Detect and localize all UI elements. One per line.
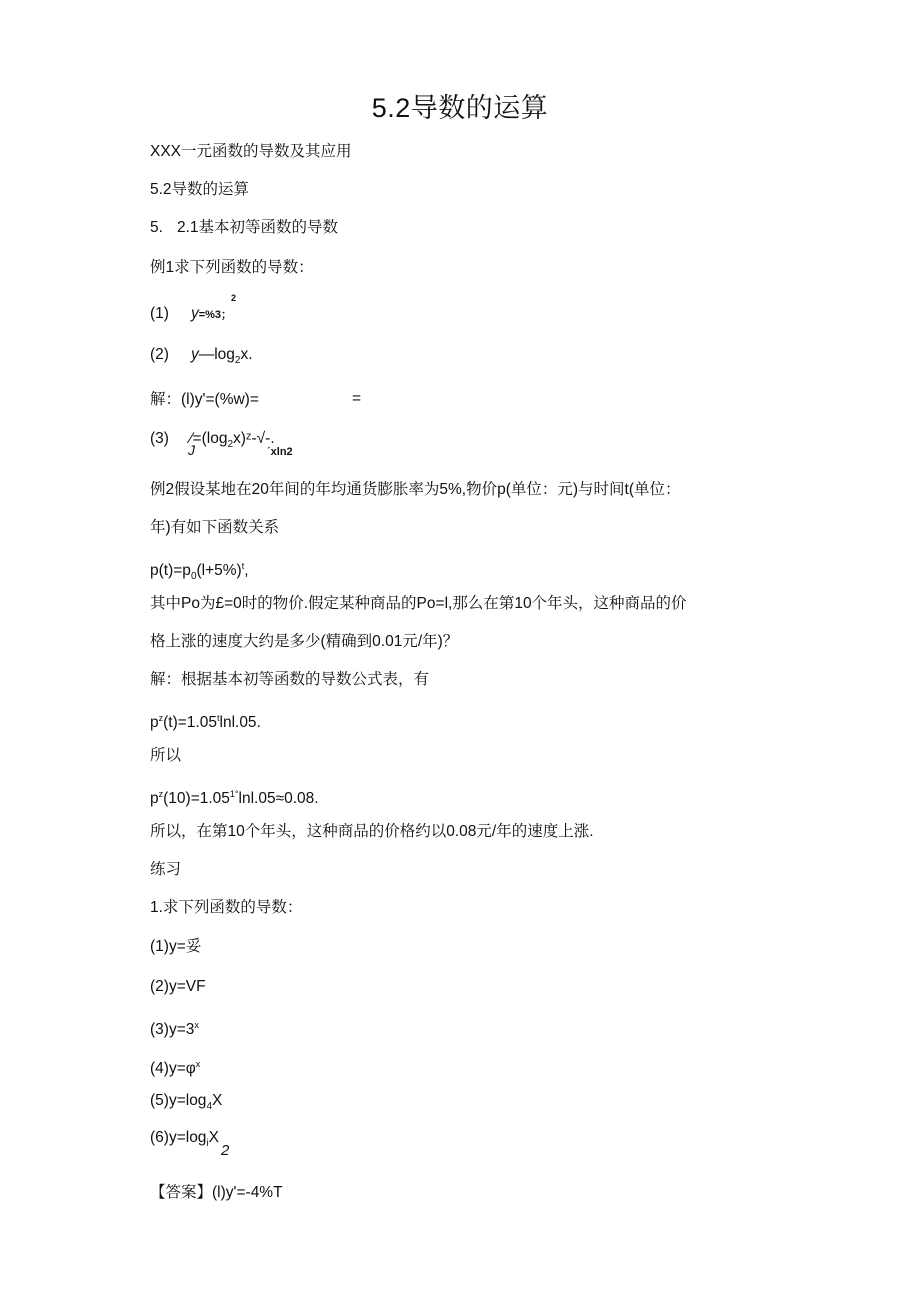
formula-text: p bbox=[150, 790, 159, 807]
solution-text: 解：(l)y'=(%w)= bbox=[150, 391, 259, 408]
formula-body: =%3； bbox=[198, 309, 233, 321]
example-2-line-3: 其中Po为£=0时的物价.假定某种商品的Po=l,那么在第10个年头，这种商品的价 bbox=[150, 595, 687, 612]
practice-1-item-1: (1)y=妥 bbox=[150, 938, 202, 955]
example-2-line-1: 例2假设某地在20年间的年均通货膨胀率为5%,物价p(单位：元)与时间t(单位： bbox=[150, 481, 681, 498]
formula-text: , bbox=[244, 562, 249, 579]
solution-equals: = bbox=[352, 390, 362, 407]
formula-log-base: i bbox=[206, 1138, 209, 1149]
question-number: (1) bbox=[150, 305, 169, 322]
practice-heading: 练习 bbox=[150, 861, 182, 878]
practice-1-item-5 bbox=[150, 1091, 222, 1117]
formula-body: x)ᶻ-√-. bbox=[233, 430, 275, 447]
formula-prime: z bbox=[158, 789, 164, 799]
question-number: (2) bbox=[150, 346, 169, 363]
section-heading: 5.2导数的运算 bbox=[150, 181, 250, 198]
formula-text: p bbox=[150, 714, 159, 731]
example-1-question-1 bbox=[150, 304, 232, 325]
formula-text: lnl.05. bbox=[219, 714, 261, 731]
formula-log-base: 4 bbox=[206, 1101, 212, 1112]
formula-y: y bbox=[190, 305, 199, 322]
formula-text: p(t)=p bbox=[150, 562, 191, 579]
example-2-line-4: 格上涨的速度大约是多少(精确到0.01元/年)？ bbox=[150, 633, 459, 650]
formula-exponent: 1° bbox=[229, 789, 239, 799]
solution-2-therefore: 所以 bbox=[150, 747, 182, 764]
solution-2-conclusion: 所以，在第10个年头，这种商品的价格约以0.08元/年的速度上涨. bbox=[150, 823, 594, 840]
formula-fragment-2: 2 bbox=[221, 1142, 230, 1159]
solution-2-intro: 解：根据基本初等函数的导数公式表，有 bbox=[150, 671, 430, 688]
solution-2-formula-2 bbox=[150, 784, 319, 809]
formula-derivative: ∕=(log bbox=[189, 430, 228, 447]
formula-exponent: x bbox=[195, 1059, 201, 1069]
subsection-heading bbox=[150, 218, 338, 238]
subsection-number: 5. bbox=[150, 219, 163, 236]
formula-log: —log bbox=[198, 346, 235, 363]
formula-text: X bbox=[208, 1129, 220, 1146]
example-2-line-2: 年)有如下函数关系 bbox=[150, 519, 280, 536]
formula-text: X bbox=[212, 1092, 223, 1109]
formula-denominator: ˊxln2 bbox=[267, 446, 293, 458]
solution-1-part-3 bbox=[150, 429, 275, 455]
formula-text: (6)y=log bbox=[150, 1129, 207, 1146]
example-2-formula bbox=[150, 556, 249, 587]
solution-2-formula-1 bbox=[150, 708, 261, 733]
practice-1-item-3 bbox=[150, 1015, 199, 1040]
formula-text: (10)=1.05 bbox=[163, 790, 230, 807]
formula-log-base: 2 bbox=[227, 439, 234, 450]
formula-text: lnl.05≈0.08. bbox=[238, 790, 319, 807]
formula-y: y bbox=[190, 346, 199, 363]
formula-x: x. bbox=[240, 346, 253, 363]
formula-text: (4)y=φ bbox=[150, 1060, 196, 1077]
practice-1-prompt: 1.求下列函数的导数： bbox=[150, 899, 303, 916]
practice-1-item-4 bbox=[150, 1054, 200, 1079]
page-title: 5.2导数的运算 bbox=[371, 93, 549, 123]
practice-1-item-2: (2)y=VF bbox=[150, 978, 206, 995]
formula-text: (5)y=log bbox=[150, 1092, 207, 1109]
answer-line: 【答案】(l)y'=-4%T bbox=[150, 1184, 283, 1201]
formula-prime: z bbox=[158, 713, 164, 723]
question-number: (3) bbox=[150, 430, 169, 447]
subsection-title: 2.1基本初等函数的导数 bbox=[176, 219, 338, 236]
formula-exponent: x bbox=[194, 1020, 199, 1030]
formula-fragment-j: J bbox=[188, 442, 195, 458]
formula-exponent: t bbox=[241, 561, 245, 571]
example-1-prompt: 例1求下列函数的导数： bbox=[150, 259, 314, 276]
formula-text: (t)=1.05 bbox=[163, 714, 217, 731]
formula-log-base: 2 bbox=[234, 355, 241, 366]
formula-subscript: 0 bbox=[190, 571, 197, 582]
practice-1-item-6 bbox=[150, 1128, 219, 1154]
chapter-heading: XXX一元函数的导数及其应用 bbox=[150, 143, 352, 160]
example-1-question-2 bbox=[150, 345, 253, 371]
formula-exponent: t bbox=[216, 713, 220, 723]
formula-text: (l+5%) bbox=[196, 562, 242, 579]
formula-exponent: 2 bbox=[231, 293, 237, 303]
formula-text: (3)y=3 bbox=[150, 1021, 195, 1038]
solution-1-part-1 bbox=[150, 390, 259, 410]
